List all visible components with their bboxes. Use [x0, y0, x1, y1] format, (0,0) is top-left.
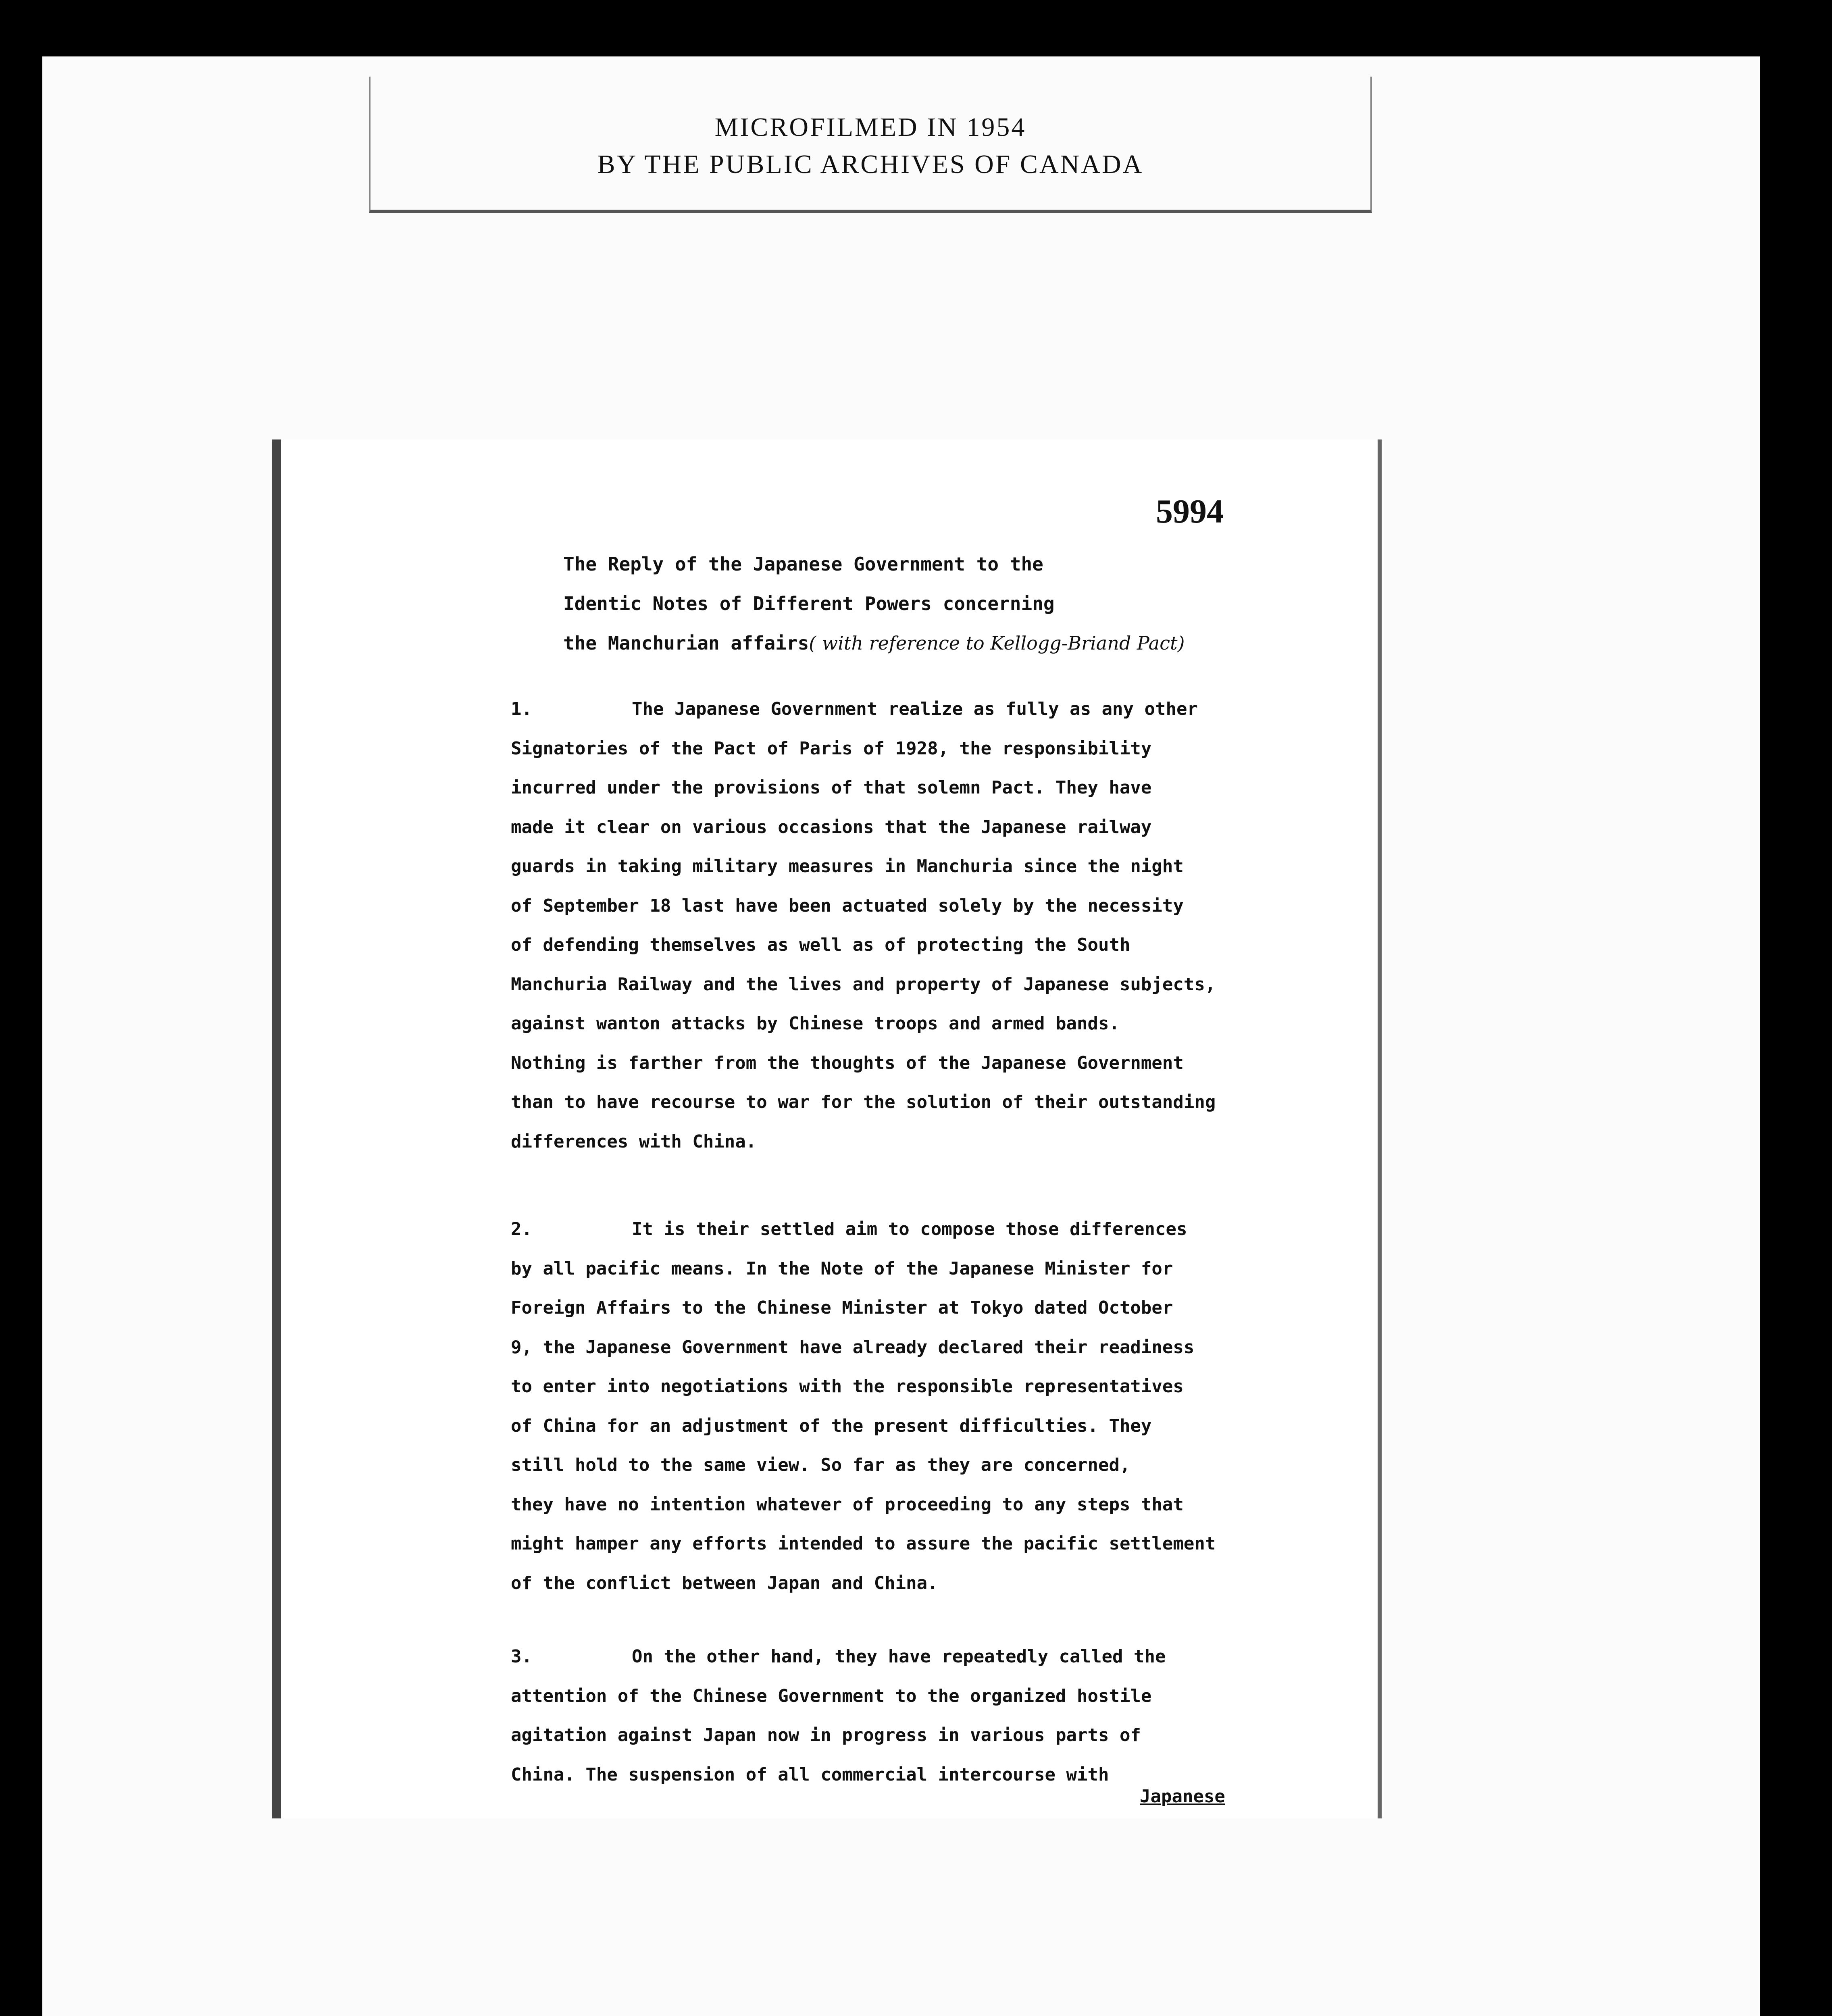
- paragraph-line: of September 18 last have been actuated solely by the necessity: [511, 895, 1184, 916]
- paragraph-line: guards in taking military measures in Manchuria since the night: [511, 856, 1184, 877]
- paragraph-line: differences with China.: [511, 1131, 757, 1152]
- paragraph-line: agitation against Japan now in progress in various parts of: [511, 1725, 1141, 1745]
- paragraph-line: 9, the Japanese Government have already declared their readiness: [511, 1337, 1195, 1358]
- paragraph-3: [511, 1637, 1357, 1794]
- paragraph-line: to enter into negotiations with the responsible representatives: [511, 1376, 1184, 1397]
- paragraph-line: of China for an adjustment of the present difficulties. They: [511, 1415, 1152, 1436]
- paragraph-line-text: The Japanese Government realize as fully as any other: [632, 699, 1198, 719]
- microfilm-header-line-1: MICROFILMED IN 1954: [714, 112, 1026, 142]
- paragraph-line: made it clear on various occasions that the Japanese railway: [511, 816, 1152, 837]
- paragraph-line-text: It is their settled aim to compose those differences: [632, 1219, 1187, 1239]
- paragraph-line: attention of the Chinese Government to the organized hostile: [511, 1685, 1152, 1706]
- paragraph-line: [511, 1210, 1357, 1249]
- paragraph-line: [511, 689, 1357, 729]
- paragraph-line: against wanton attacks by Chinese troops and armed bands.: [511, 1013, 1120, 1034]
- paragraph-1: [511, 689, 1357, 1161]
- paragraph-2: [511, 1210, 1357, 1603]
- microfilm-header: [369, 77, 1372, 213]
- paragraph-number: 1.: [511, 699, 532, 719]
- handwritten-note: ( with reference to Kellogg-Briand Pact): [809, 632, 1185, 654]
- paragraph-line: Nothing is farther from the thoughts of the Japanese Government: [511, 1052, 1184, 1073]
- paragraph-number: 2.: [511, 1219, 532, 1239]
- title-line: Identic Notes of Different Powers concerning: [563, 593, 1055, 614]
- paragraph-line: still hold to the same view. So far as they are concerned,: [511, 1455, 1130, 1475]
- paragraph-line: China. The suspension of all commercial intercourse with: [511, 1764, 1109, 1785]
- title-line: The Reply of the Japanese Government to the: [563, 553, 1043, 575]
- document-number: 5994: [1156, 493, 1224, 530]
- paragraph-line: they have no intention whatever of proceeding to any steps that: [511, 1494, 1184, 1515]
- microfilm-frame: [42, 56, 1760, 2016]
- paragraph-line-text: On the other hand, they have repeatedly called the: [632, 1646, 1166, 1667]
- paragraph-line: by all pacific means. In the Note of the Japanese Minister for: [511, 1258, 1173, 1279]
- microfilm-header-line-2: BY THE PUBLIC ARCHIVES OF CANADA: [597, 150, 1144, 179]
- paragraph-line: Foreign Affairs to the Chinese Minister at Tokyo dated October: [511, 1297, 1173, 1318]
- paragraph-line: of defending themselves as well as of protecting the South: [511, 935, 1130, 955]
- document-title: [563, 544, 1370, 663]
- paragraph-line: incurred under the provisions of that solemn Pact. They have: [511, 777, 1152, 798]
- paragraph-line: than to have recourse to war for the solution of their outstanding: [511, 1092, 1216, 1112]
- typed-document-page: [272, 439, 1382, 1818]
- catchword: Japanese: [1140, 1786, 1225, 1807]
- paragraph-line: might hamper any efforts intended to assure the pacific settlement: [511, 1533, 1216, 1554]
- title-line-text: the Manchurian affairs: [563, 632, 809, 654]
- paragraph-line: of the conflict between Japan and China.: [511, 1572, 938, 1593]
- paragraph-number: 3.: [511, 1646, 532, 1667]
- title-line: [563, 623, 1370, 663]
- paragraph-line: Manchuria Railway and the lives and property of Japanese subjects,: [511, 974, 1216, 995]
- paragraph-line: Signatories of the Pact of Paris of 1928, the responsibility: [511, 738, 1152, 759]
- paragraph-line: [511, 1637, 1357, 1677]
